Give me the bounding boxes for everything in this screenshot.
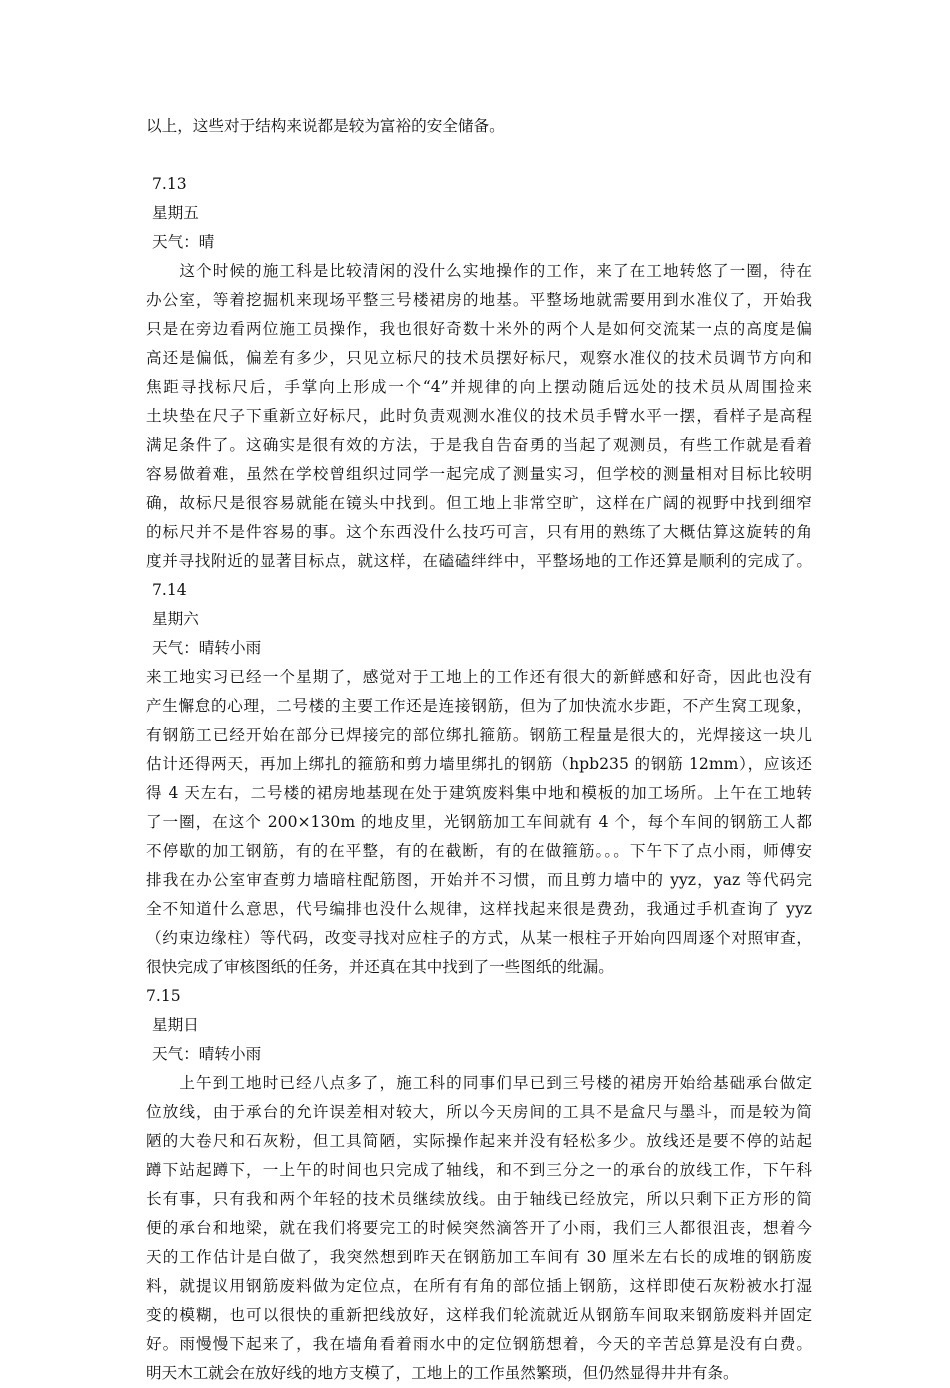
body-line: 好。雨慢慢下起来了，我在墙角看着雨水中的定位钢筋想着，今天的辛苦总算是没有白费。 xyxy=(146,1335,812,1353)
body-line: 确，故标尺是很容易就能在镜头中找到。但工地上非常空旷，这样在广阔的视野中找到细窄 xyxy=(146,494,812,512)
body-line: 不停歇的加工钢筋，有的在平整，有的在截断，有的在做箍筋。。。下午下了点小雨，师傅安 xyxy=(146,842,812,860)
body-line: 排我在办公室审查剪力墙暗柱配筋图，开始并不习惯，而且剪力墙中的 yyz，yaz 等代码完 xyxy=(146,871,812,889)
entry-weather: 天气：晴 xyxy=(152,233,215,251)
body-line: 焦距寻找标尺后，手掌向上形成一个“4”并规律的向上摆动随后远处的技术员从周围捡来 xyxy=(146,378,812,396)
entry-body xyxy=(146,1069,812,1388)
body-line: （约束边缘柱）等代码，改变寻找对应柱子的方式，从某一根柱子开始向四周逐个对照审查， xyxy=(146,929,812,947)
body-line: 位放线，由于承台的允许误差相对较大，所以今天房间的工具不是盒尺与墨斗，而是较为简 xyxy=(146,1103,812,1121)
entry-body xyxy=(146,663,812,982)
body-line: 估计还得两天，再加上绑扎的箍筋和剪力墙里绑扎的钢筋（hpb235 的钢筋 12mm），应该还 xyxy=(146,755,812,773)
blank-line xyxy=(146,141,812,170)
body-line: 便的承台和地梁，就在我们将要完工的时候突然滴答开了小雨，我们三人都很沮丧，想着今 xyxy=(146,1219,812,1237)
diary-entry xyxy=(146,982,812,1388)
entry-weather: 天气：晴转小雨 xyxy=(152,1045,262,1063)
body-line: 蹲下站起蹲下，一上午的时间也只完成了轴线，和不到三分之一的承台的放线工作，下午科 xyxy=(146,1161,812,1179)
body-line: 陋的大卷尺和石灰粉，但工具简陋，实际操作起来并没有轻松多少。放线还是要不停的站起 xyxy=(146,1132,812,1150)
entry-weather: 天气：晴转小雨 xyxy=(152,639,262,657)
entry-date: 7.14 xyxy=(152,581,187,599)
entry-weekday: 星期五 xyxy=(152,204,199,222)
body-line: 全不知道什么意思，代号编排也没什么规律，这样找起来很是费劲，我通过手机查询了 yyz xyxy=(146,900,812,918)
body-line: 高还是偏低，偏差有多少，只见立标尺的技术员摆好标尺，观察水准仪的技术员调节方向和 xyxy=(146,349,812,367)
body-line: 有钢筋工已经开始在部分已焊接完的部位绑扎箍筋。钢筋工程量是很大的，光焊接这一块儿 xyxy=(146,726,812,744)
body-line: 只是在旁边看两位施工员操作，我也很好奇数十米外的两个人是如何交流某一点的高度是偏 xyxy=(146,320,812,338)
entry-date: 7.13 xyxy=(152,175,187,193)
body-line: 上午到工地时已经八点多了，施工科的同事们早已到三号楼的裙房开始给基础承台做定 xyxy=(146,1074,812,1092)
body-line: 得 4 天左右，二号楼的裙房地基现在处于建筑废料集中地和模板的加工场所。上午在工地转 xyxy=(146,784,812,802)
body-line: 长有事，只有我和两个年轻的技术员继续放线。由于轴线已经放完，所以只剩下正方形的简 xyxy=(146,1190,812,1208)
body-line: 这个时候的施工科是比较清闲的没什么实地操作的工作，来了在工地转悠了一圈，待在 xyxy=(146,262,812,280)
carry-over-line: 以上，这些对于结构来说都是较为富裕的安全储备。 xyxy=(146,117,505,135)
body-line: 满足条件了。这确实是很有效的方法，于是我自告奋勇的当起了观测员，有些工作就是看着 xyxy=(146,436,812,454)
document-page xyxy=(146,112,812,1388)
body-line: 来工地实习已经一个星期了，感觉对于工地上的工作还有很大的新鲜感和好奇，因此也没有 xyxy=(146,668,812,686)
entry-weekday: 星期六 xyxy=(152,610,199,628)
body-line: 容易做着难，虽然在学校曾组织过同学一起完成了测量实习，但学校的测量相对目标比较明 xyxy=(146,465,812,483)
entry-date: 7.15 xyxy=(146,987,181,1005)
diary-entry xyxy=(146,576,812,982)
body-line: 明天木工就会在放好线的地方支模了，工地上的工作虽然繁琐，但仍然显得井井有条。 xyxy=(146,1364,739,1382)
body-line: 的标尺并不是件容易的事。这个东西没什么技巧可言，只有用的熟练了大概估算这旋转的角 xyxy=(146,523,812,541)
body-line: 变的模糊，也可以很快的重新把线放好，这样我们轮流就近从钢筋车间取来钢筋废料并固定 xyxy=(146,1306,812,1324)
body-line: 料，就提议用钢筋废料做为定位点，在所有有角的部位插上钢筋，这样即使石灰粉被水打湿 xyxy=(146,1277,812,1295)
body-line: 土块垫在尺子下重新立好标尺，此时负责观测水准仪的技术员手臂水平一摆，看样子是高程 xyxy=(146,407,812,425)
body-line: 办公室，等着挖掘机来现场平整三号楼裙房的地基。平整场地就需要用到水准仪了，开始我 xyxy=(146,291,812,309)
body-line: 度并寻找附近的显著目标点，就这样，在磕磕绊绊中，平整场地的工作还算是顺利的完成了。 xyxy=(146,552,812,570)
entry-body xyxy=(146,257,812,576)
diary-entry xyxy=(146,170,812,576)
body-line: 了一圈，在这个 200×130m 的地皮里，光钢筋加工车间就有 4 个，每个车间的钢筋工人都 xyxy=(146,813,812,831)
body-line: 产生懈怠的心理，二号楼的主要工作还是连接钢筋，但为了加快流水步距，不产生窝工现象， xyxy=(146,697,812,715)
body-line: 天的工作估计是白做了，我突然想到昨天在钢筋加工车间有 30 厘米左右长的成堆的钢筋废 xyxy=(146,1248,812,1266)
body-line: 很快完成了审核图纸的任务，并还真在其中找到了一些图纸的纰漏。 xyxy=(146,958,614,976)
entry-weekday: 星期日 xyxy=(152,1016,199,1034)
